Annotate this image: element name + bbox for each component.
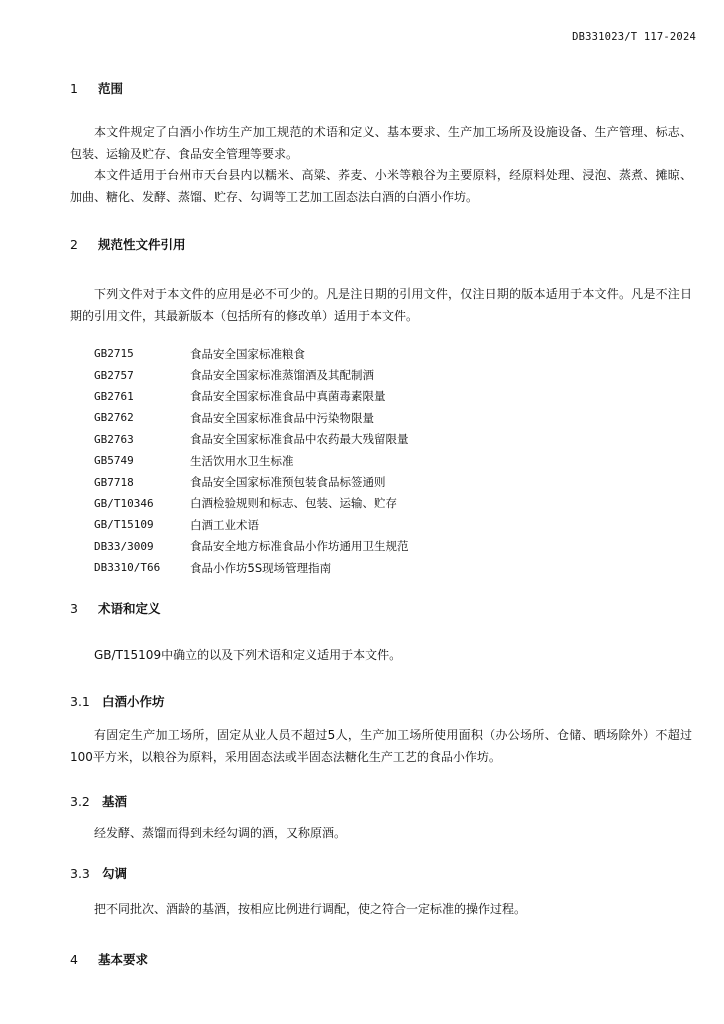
reference-item [94, 343, 409, 364]
section-4-heading [70, 950, 148, 968]
reference-title: 白酒检验规则和标志、包装、运输、贮存 [190, 496, 397, 511]
reference-item [94, 450, 409, 471]
section-2-heading [70, 235, 186, 253]
reference-code: GB5749 [94, 454, 134, 468]
term-title: 白酒小作坊 [102, 694, 165, 709]
section-title: 范围 [98, 81, 124, 96]
reference-item [94, 471, 409, 492]
reference-code: GB2715 [94, 347, 134, 361]
reference-title: 食品安全国家标准食品中农药最大残留限量 [190, 432, 409, 447]
reference-item [94, 364, 409, 385]
section-3-heading [70, 599, 161, 617]
reference-item [94, 536, 409, 557]
scope-paragraph-1: 本文件规定了白酒小作坊生产加工规范的术语和定义、基本要求、生产加工场所及设施设备、生产管理、标志、包装、运输及贮存、食品安全管理等要求。 [70, 125, 692, 161]
reference-code: DB33/3009 [94, 539, 154, 553]
section-number: 4 [70, 952, 78, 967]
reference-code: GB2757 [94, 368, 134, 382]
section-title: 基本要求 [98, 952, 149, 967]
reference-title: 食品安全国家标准蒸馏酒及其配制酒 [190, 368, 374, 383]
term-title: 勾调 [102, 866, 128, 881]
term-3-3-definition: 把不同批次、酒龄的基酒，按相应比例进行调配，使之符合一定标准的操作过程。 [94, 902, 527, 916]
reference-list [94, 343, 409, 578]
reference-code: DB3310/T66 [94, 561, 161, 575]
section-number: 3 [70, 601, 78, 616]
references-intro: 下列文件对于本文件的应用是必不可少的。凡是注日期的引用文件，仅注日期的版本适用于本文件。凡是不注日期的引用文件，其最新版本（包括所有的修改单）适用于本文件。 [70, 287, 692, 323]
terms-intro: GB/T15109中确立的以及下列术语和定义适用于本文件。 [94, 648, 402, 662]
reference-title: 食品安全地方标准食品小作坊通用卫生规范 [190, 539, 409, 554]
term-3-2-definition: 经发酵、蒸馏而得到未经勾调的酒，又称原酒。 [94, 826, 347, 840]
term-3-2-heading [70, 792, 127, 810]
scope-paragraph-2: 本文件适用于台州市天台县内以糯米、高粱、荞麦、小米等粮谷为主要原料，经原料处理、浸泡、蒸煮、摊晾、加曲、糖化、发酵、蒸馏、贮存、勾调等工艺加工固态法白酒的白酒小作坊。 [70, 168, 692, 204]
reference-title: 食品安全国家标准食品中污染物限量 [190, 410, 374, 425]
section-title: 规范性文件引用 [98, 237, 186, 252]
reference-code: GB2761 [94, 389, 134, 403]
section-number: 2 [70, 237, 78, 252]
section-number: 1 [70, 81, 78, 96]
reference-title: 白酒工业术语 [190, 517, 259, 532]
term-number: 3.2 [70, 794, 90, 809]
reference-title: 食品小作坊5S现场管理指南 [190, 560, 332, 575]
term-number: 3.3 [70, 866, 90, 881]
reference-item [94, 407, 409, 428]
reference-title: 食品安全国家标准食品中真菌毒素限量 [190, 389, 386, 404]
reference-item [94, 514, 409, 535]
reference-item [94, 557, 409, 578]
section-title: 术语和定义 [98, 601, 161, 616]
reference-code: GB/T10346 [94, 496, 154, 510]
reference-code: GB7718 [94, 475, 134, 489]
term-3-1-heading [70, 692, 165, 710]
reference-title: 食品安全国家标准粮食 [190, 346, 305, 361]
reference-code: GB/T15109 [94, 518, 154, 532]
reference-item [94, 493, 409, 514]
standard-code: DB331023/T 117-2024 [572, 31, 696, 43]
reference-item [94, 386, 409, 407]
reference-code: GB2763 [94, 432, 134, 446]
reference-item [94, 429, 409, 450]
term-number: 3.1 [70, 694, 90, 709]
term-3-3-heading [70, 864, 127, 882]
reference-title: 食品安全国家标准预包装食品标签通则 [190, 475, 386, 490]
term-title: 基酒 [102, 794, 128, 809]
reference-title: 生活饮用水卫生标准 [190, 453, 294, 468]
reference-code: GB2762 [94, 411, 134, 425]
section-1-heading [70, 79, 123, 97]
term-3-1-definition: 有固定生产加工场所，固定从业人员不超过5人，生产加工场所使用面积（办公场所、仓储、晒场除外）不超过100平方米，以粮谷为原料，采用固态法或半固态法糖化生产工艺的食品小作坊。 [70, 728, 692, 764]
